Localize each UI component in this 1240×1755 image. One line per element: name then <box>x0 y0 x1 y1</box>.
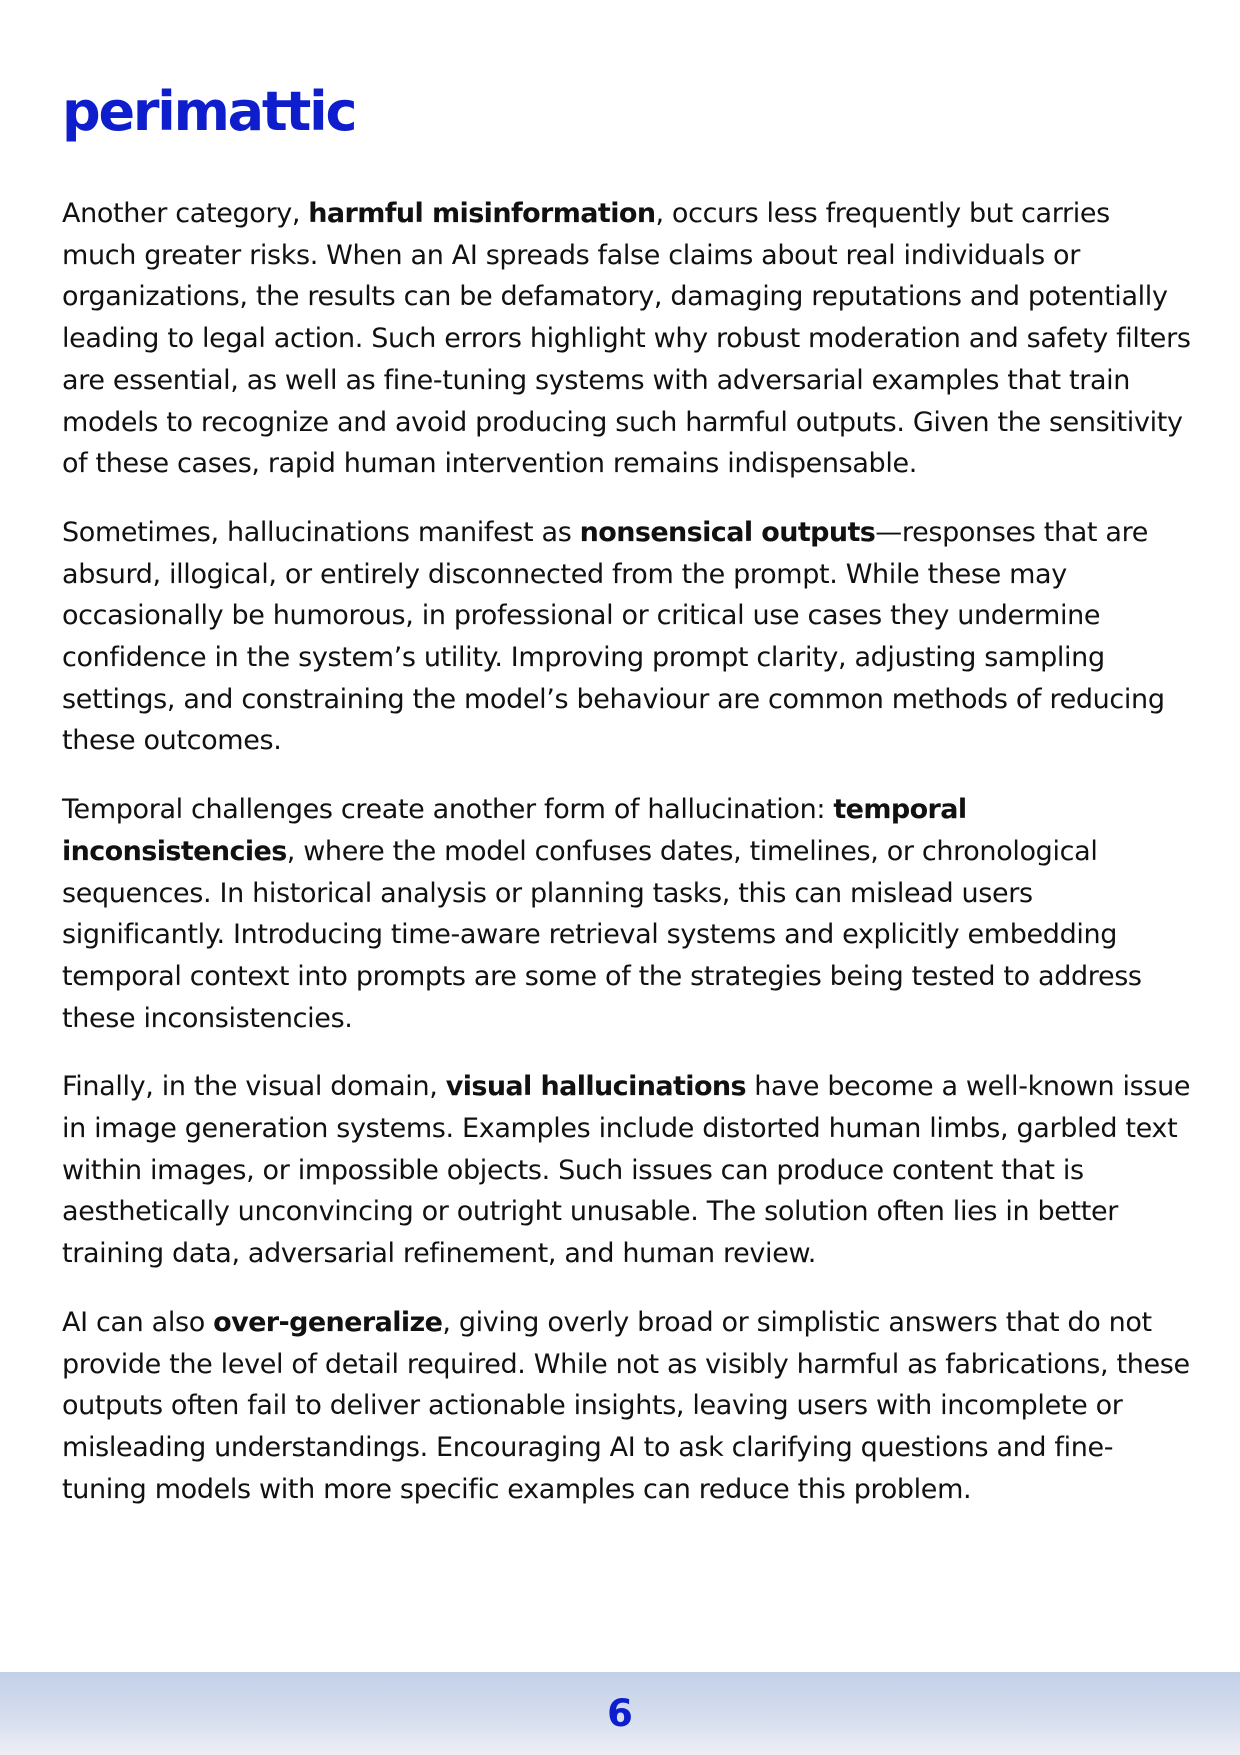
page-number: 6 <box>607 1692 633 1735</box>
paragraph-text: , giving overly broad or simplistic answers that do not provide the level of detail required. While not as visibly harmful as fabrications, these outputs often fail to deliver actionable insights, leaving users with incomplete or misleading understandings. Encouraging AI to ask clarifying questions and fine-tuning models with more specific examples can reduce this problem. <box>62 1306 1190 1505</box>
paragraph-text: —responses that are absurd, illogical, or entirely disconnected from the prompt. While these may occasionally be humorous, in professional or critical use cases they undermine confidence in the system’s utility. Improving prompt clarity, adjusting sampling settings, and constraining the model’s behaviour are common methods of reducing these outcomes. <box>62 516 1165 757</box>
paragraph-nonsensical-outputs <box>62 512 1192 762</box>
bold-term: temporal inconsistencies <box>62 794 967 867</box>
paragraph-text: Another category, <box>62 198 309 229</box>
paragraph-visual-hallucinations <box>62 1066 1192 1275</box>
page-footer <box>0 1672 1240 1755</box>
paragraph-text: have become a well-known issue in image generation systems. Examples include distorted human limbs, garbled text within images, or impossible objects. Such issues can produce content that is aesthetically unconvincing or outright unusable. The solution often lies in better training data, adversarial refinement, and human review. <box>62 1071 1191 1270</box>
paragraph-text: , occurs less frequently but carries much greater risks. When an AI spreads false claims about real individuals or organizations, the results can be defamatory, damaging reputations and potentially leading to legal action. Such errors highlight why robust moderation and safety filters are essential, as well as fine-tuning systems with adversarial examples that train models to recognize and avoid producing such harmful outputs. Given the sensitivity of these cases, rapid human intervention remains indispensable. <box>62 198 1191 480</box>
bold-term: nonsensical outputs <box>579 516 876 548</box>
paragraph-text: Finally, in the visual domain, <box>62 1071 446 1103</box>
paragraph-over-generalize <box>62 1302 1192 1511</box>
paragraph-text: , where the model confuses dates, timelines, or chronological sequences. In historical analysis or planning tasks, this can mislead users significantly. Introducing time-aware retrieval systems and explicitly embedding temporal context into prompts are some of the strategies being tested to address these inconsistencies. <box>62 835 1142 1034</box>
bold-term: visual hallucinations <box>445 1071 746 1103</box>
paragraph-temporal-inconsistencies <box>62 789 1192 1039</box>
article-body <box>62 193 1192 1537</box>
bold-term: harmful misinformation <box>308 198 656 229</box>
brand-logo: perimattic <box>62 80 356 143</box>
paragraph-text: Sometimes, hallucinations manifest as <box>62 516 580 548</box>
paragraph-harmful-misinformation <box>62 193 1192 485</box>
paragraph-text: AI can also <box>62 1306 214 1338</box>
bold-term: over-generalize <box>213 1306 443 1338</box>
paragraph-text: Temporal challenges create another form of hallucination: <box>62 794 834 826</box>
